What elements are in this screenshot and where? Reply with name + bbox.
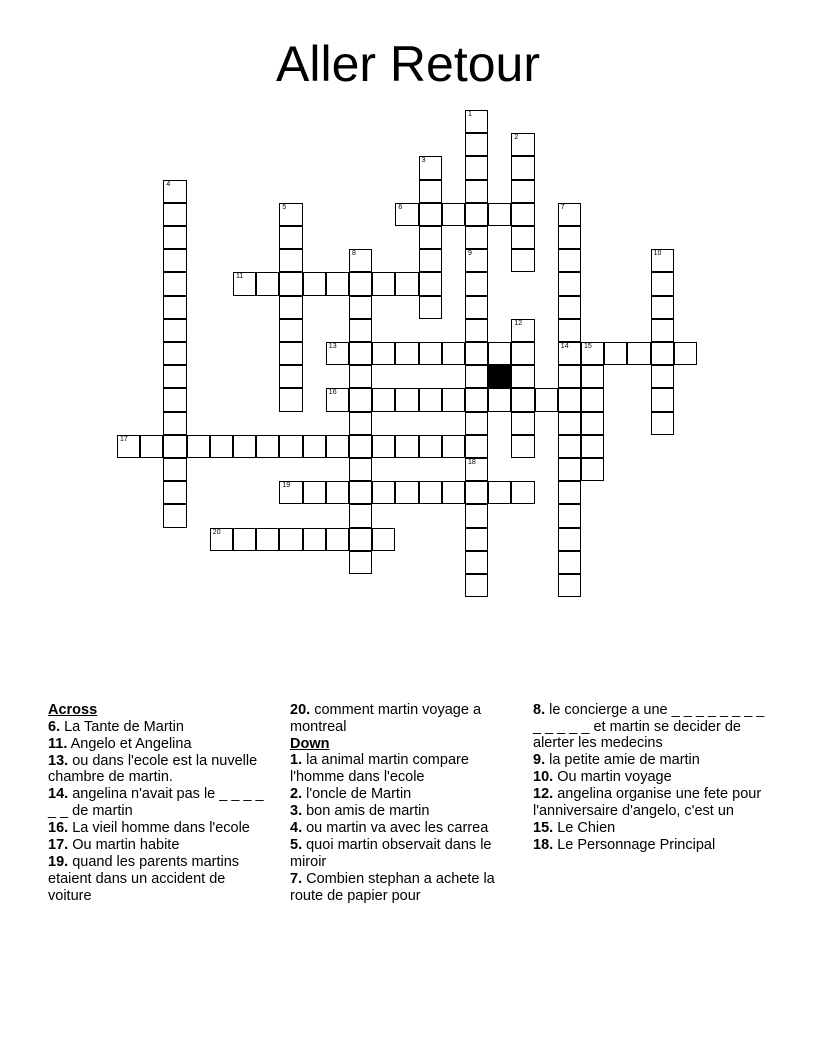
down-heading: Down: [290, 735, 330, 752]
grid-cell[interactable]: [511, 226, 534, 249]
grid-cell[interactable]: [163, 412, 186, 435]
clue-number: 6.: [48, 718, 61, 735]
grid-cell[interactable]: [163, 481, 186, 504]
grid-cell[interactable]: [279, 481, 302, 504]
grid-cell[interactable]: [558, 249, 581, 272]
grid-cell[interactable]: [558, 388, 581, 411]
grid-cell[interactable]: [465, 249, 488, 272]
grid-cell[interactable]: [465, 528, 488, 551]
grid-cell[interactable]: [349, 249, 372, 272]
grid-cell[interactable]: [558, 203, 581, 226]
down-clue: [290, 837, 522, 870]
clue-text: angelina n'avait pas le _ _ _ _ _ _ de martin: [48, 786, 264, 820]
down-clue: [290, 786, 522, 803]
clue-text: ou martin va avec les carrea: [302, 820, 489, 837]
grid-cell[interactable]: [372, 481, 395, 504]
clue-text: l'oncle de Martin: [302, 785, 412, 802]
grid-cell[interactable]: [395, 342, 418, 365]
grid-cell[interactable]: [558, 296, 581, 319]
grid-cell[interactable]: [511, 342, 534, 365]
grid-cell[interactable]: [419, 180, 442, 203]
grid-cell[interactable]: [465, 365, 488, 388]
grid-cell[interactable]: [163, 504, 186, 527]
grid-cell[interactable]: [163, 342, 186, 365]
clue-text: quand les parents martins etaient dans un accident de voiture: [48, 854, 240, 904]
grid-cell[interactable]: [326, 481, 349, 504]
grid-cell[interactable]: [511, 388, 534, 411]
cell-number: 18: [468, 459, 476, 466]
across-clue: [48, 753, 268, 786]
grid-cell[interactable]: [326, 528, 349, 551]
clue-number: 2.: [290, 785, 303, 802]
clue-text: La Tante de Martin: [60, 718, 184, 735]
across-clue: [48, 719, 268, 736]
grid-cell[interactable]: [279, 272, 302, 295]
grid-cell[interactable]: [349, 458, 372, 481]
down-clue: [290, 820, 522, 837]
grid-cell[interactable]: [349, 481, 372, 504]
cell-number: 10: [653, 250, 662, 258]
grid-cell[interactable]: [163, 458, 186, 481]
down-clue: [533, 837, 773, 854]
cell-number: 4: [166, 180, 171, 188]
clue-number: 13.: [48, 752, 69, 769]
grid-cell[interactable]: [372, 388, 395, 411]
cell-number: 14: [560, 343, 569, 350]
grid-cell[interactable]: [163, 226, 186, 249]
grid-cell[interactable]: [442, 203, 465, 226]
grid-cell[interactable]: [279, 319, 302, 342]
clue-number: 5.: [290, 837, 303, 854]
grid-cell[interactable]: [349, 388, 372, 411]
cell-number: 17: [120, 435, 128, 443]
grid-cell[interactable]: [372, 435, 395, 458]
cell-number: 11: [236, 273, 244, 281]
grid-cell[interactable]: [465, 110, 488, 133]
clue-number: 20.: [290, 702, 311, 718]
grid-cell[interactable]: [117, 435, 140, 458]
down-clue: [533, 752, 773, 769]
grid-cell[interactable]: [465, 226, 488, 249]
grid-cell[interactable]: [511, 133, 534, 156]
grid-cell[interactable]: [651, 249, 674, 272]
clue-text: Combien stephan a achete la route de papier pour: [290, 870, 495, 904]
grid-cell[interactable]: [465, 458, 488, 481]
grid-cell[interactable]: [419, 388, 442, 411]
clue-number: 7.: [290, 870, 303, 887]
grid-cell[interactable]: [511, 435, 534, 458]
clue-number: 17.: [48, 837, 69, 854]
across-clue: [48, 854, 268, 904]
clues-column-1: [48, 702, 268, 905]
grid-cell[interactable]: [581, 365, 604, 388]
grid-cell[interactable]: [163, 388, 186, 411]
grid-cell[interactable]: [326, 342, 349, 365]
grid-cell[interactable]: [163, 435, 186, 458]
grid-cell[interactable]: [581, 388, 604, 411]
grid-cell[interactable]: [465, 481, 488, 504]
clue-number: 10.: [533, 769, 554, 786]
cell-number: 9: [468, 250, 472, 258]
clue-text: la animal martin compare l'homme dans l'ecole: [290, 752, 469, 785]
cell-number: 8: [352, 250, 356, 258]
clue-text: ou dans l'ecole est la nuvelle chambre de martin.: [48, 752, 258, 786]
puzzle-title: Aller Retour: [276, 36, 540, 92]
clue-text: quoi martin observait dans le miroir: [290, 837, 492, 870]
down-clue: [533, 702, 773, 752]
grid-cell[interactable]: [419, 156, 442, 179]
grid-cell[interactable]: [349, 365, 372, 388]
cell-number: 20: [212, 528, 221, 536]
grid-cell[interactable]: [558, 319, 581, 342]
cell-number: 1: [468, 111, 472, 118]
grid-cell[interactable]: [511, 319, 534, 342]
grid-cell[interactable]: [465, 412, 488, 435]
down-clue: [290, 752, 522, 785]
grid-cell[interactable]: [442, 342, 465, 365]
grid-cell[interactable]: [279, 528, 302, 551]
cell-number: 7: [560, 203, 565, 211]
grid-cell[interactable]: [326, 272, 349, 295]
clue-text: la petite amie de martin: [545, 752, 700, 769]
grid-cell[interactable]: [511, 156, 534, 179]
clue-number: 3.: [290, 803, 303, 820]
grid-cell[interactable]: [419, 249, 442, 272]
clue-number: 16.: [48, 820, 69, 837]
grid-cell[interactable]: [511, 412, 534, 435]
grid-cell[interactable]: [349, 528, 372, 551]
clue-text: Ou martin habite: [68, 837, 180, 854]
grid-cell[interactable]: [465, 180, 488, 203]
grid-cell[interactable]: [511, 365, 534, 388]
clue-number: 14.: [48, 786, 69, 803]
grid-cell[interactable]: [581, 435, 604, 458]
grid-cell[interactable]: [511, 203, 534, 226]
grid-cell[interactable]: [465, 272, 488, 295]
grid-cell[interactable]: [465, 319, 488, 342]
cell-number: 13: [328, 343, 337, 350]
clues-column-2: [290, 702, 522, 905]
clue-number: 4.: [290, 820, 303, 837]
grid-cell[interactable]: [558, 551, 581, 574]
grid-cell[interactable]: [558, 458, 581, 481]
clue-number: 8.: [533, 702, 546, 718]
clues-column-3: [533, 702, 773, 854]
grid-cell[interactable]: [558, 435, 581, 458]
grid-cell[interactable]: [163, 180, 186, 203]
grid-cell[interactable]: [372, 342, 395, 365]
grid-cell[interactable]: [210, 528, 233, 551]
grid-cell[interactable]: [210, 435, 233, 458]
grid-cell[interactable]: [535, 388, 558, 411]
grid-cell[interactable]: [488, 342, 511, 365]
grid-cell[interactable]: [558, 504, 581, 527]
cell-number: 12: [514, 319, 523, 327]
grid-cell[interactable]: [303, 481, 326, 504]
across-clue: [48, 820, 268, 837]
grid-cell[interactable]: [674, 342, 697, 365]
grid-cell[interactable]: [558, 365, 581, 388]
grid-cell[interactable]: [256, 272, 279, 295]
grid-cell[interactable]: [558, 574, 581, 597]
grid-cell[interactable]: [163, 249, 186, 272]
clue-text: angelina organise une fete pour l'anniversaire d'angelo, c'est un: [533, 786, 762, 820]
across-clue: [290, 702, 522, 735]
grid-cell[interactable]: [279, 342, 302, 365]
cell-number: 5: [282, 203, 287, 211]
cell-number: 15: [584, 343, 592, 350]
grid-cell[interactable]: [395, 203, 418, 226]
grid-cell[interactable]: [511, 180, 534, 203]
grid-cell[interactable]: [279, 203, 302, 226]
clue-text: le concierge a une _ _ _ _ _ _ _ _ _ _ _ _ _ et martin se decider de alerter les medecins: [533, 702, 765, 752]
grid-cell[interactable]: [326, 435, 349, 458]
grid-cell[interactable]: [488, 203, 511, 226]
clue-number: 19.: [48, 854, 69, 871]
grid-cell[interactable]: [651, 296, 674, 319]
clue-number: 18.: [533, 837, 554, 854]
grid-cell[interactable]: [465, 551, 488, 574]
grid-cell[interactable]: [419, 272, 442, 295]
cell-number: 3: [421, 157, 426, 165]
grid-cell[interactable]: [279, 435, 302, 458]
grid-cell[interactable]: [651, 365, 674, 388]
grid-cell[interactable]: [349, 319, 372, 342]
grid-cell[interactable]: [419, 481, 442, 504]
grid-cell[interactable]: [651, 412, 674, 435]
grid-cell[interactable]: [581, 458, 604, 481]
grid-cell[interactable]: [233, 272, 256, 295]
grid-cell[interactable]: [349, 272, 372, 295]
grid-cell[interactable]: [349, 296, 372, 319]
grid-cell[interactable]: [349, 412, 372, 435]
grid-cell[interactable]: [558, 226, 581, 249]
down-clue-list: [533, 702, 773, 854]
grid-cell[interactable]: [256, 528, 279, 551]
down-clue: [533, 820, 773, 837]
grid-cell[interactable]: [163, 296, 186, 319]
cell-number: 16: [328, 389, 337, 397]
grid-cell[interactable]: [349, 551, 372, 574]
grid-cell[interactable]: [163, 365, 186, 388]
clue-text: Le Chien: [553, 820, 616, 837]
down-clue: [290, 803, 522, 820]
grid-cell[interactable]: [442, 435, 465, 458]
grid-cell[interactable]: [558, 528, 581, 551]
down-clue: [290, 871, 522, 904]
grid-cell[interactable]: [372, 528, 395, 551]
grid-cell[interactable]: [349, 435, 372, 458]
clue-text: Le Personnage Principal: [553, 837, 716, 854]
grid-cell[interactable]: [558, 342, 581, 365]
grid-cell[interactable]: [558, 272, 581, 295]
grid-cell[interactable]: [349, 342, 372, 365]
grid-cell[interactable]: [187, 435, 210, 458]
grid-cell[interactable]: [465, 504, 488, 527]
grid-cell[interactable]: [488, 388, 511, 411]
grid-cell[interactable]: [442, 481, 465, 504]
cell-number: 19: [282, 482, 291, 490]
grid-cell[interactable]: [303, 435, 326, 458]
grid-cell[interactable]: [395, 481, 418, 504]
across-clue-list: [48, 719, 268, 905]
grid-cell[interactable]: [627, 342, 650, 365]
clue-number: 12.: [533, 786, 554, 803]
down-clue: [533, 769, 773, 786]
grid-cell[interactable]: [651, 388, 674, 411]
grid-cell[interactable]: [303, 272, 326, 295]
grid-cell[interactable]: [558, 481, 581, 504]
grid-cell[interactable]: [465, 156, 488, 179]
grid-cell[interactable]: [419, 203, 442, 226]
grid-cell[interactable]: [465, 342, 488, 365]
grid-cell[interactable]: [349, 504, 372, 527]
grid-cell[interactable]: [465, 388, 488, 411]
grid-cell[interactable]: [604, 342, 627, 365]
grid-cell[interactable]: [279, 365, 302, 388]
grid-cell[interactable]: [511, 481, 534, 504]
across-clue: [48, 736, 268, 753]
down-clue: [533, 786, 773, 819]
down-clue-list: [290, 752, 522, 904]
grid-cell[interactable]: [581, 342, 604, 365]
grid-cell[interactable]: [303, 528, 326, 551]
across-clue-list: [290, 702, 522, 735]
grid-cell[interactable]: [465, 435, 488, 458]
grid-cell[interactable]: [558, 412, 581, 435]
clue-text: Ou martin voyage: [553, 769, 672, 786]
clue-number: 11.: [48, 735, 68, 752]
grid-cell[interactable]: [395, 388, 418, 411]
grid-cell[interactable]: [419, 226, 442, 249]
grid-cell[interactable]: [651, 319, 674, 342]
grid-cell[interactable]: [442, 388, 465, 411]
grid-cell[interactable]: [140, 435, 163, 458]
grid-cell[interactable]: [372, 272, 395, 295]
grid-cell[interactable]: [465, 296, 488, 319]
grid-cell[interactable]: [279, 249, 302, 272]
grid-cell[interactable]: [581, 412, 604, 435]
grid-cell[interactable]: [395, 435, 418, 458]
grid-cell[interactable]: [163, 319, 186, 342]
clue-text: comment martin voyage a montreal: [290, 702, 482, 735]
grid-cell[interactable]: [163, 272, 186, 295]
across-clue: [48, 786, 268, 819]
clue-number: 15.: [533, 820, 554, 837]
grid-cell[interactable]: [651, 342, 674, 365]
grid-cell[interactable]: [511, 249, 534, 272]
grid-cell[interactable]: [256, 435, 279, 458]
grid-cell[interactable]: [419, 435, 442, 458]
clue-text: La vieil homme dans l'ecole: [68, 820, 250, 837]
blocked-cell: [488, 365, 511, 388]
grid-cell[interactable]: [465, 203, 488, 226]
cell-number: 6: [398, 203, 403, 211]
grid-cell[interactable]: [651, 272, 674, 295]
grid-cell[interactable]: [163, 203, 186, 226]
clue-text: bon amis de martin: [302, 803, 430, 820]
clue-number: 9.: [533, 752, 546, 769]
grid-cell[interactable]: [279, 226, 302, 249]
grid-cell[interactable]: [465, 574, 488, 597]
grid-cell[interactable]: [419, 296, 442, 319]
clue-number: 1.: [290, 752, 303, 769]
grid-cell[interactable]: [419, 342, 442, 365]
clue-text: Angelo et Angelina: [67, 735, 192, 752]
grid-cell[interactable]: [488, 481, 511, 504]
grid-cell[interactable]: [465, 133, 488, 156]
grid-cell[interactable]: [279, 388, 302, 411]
grid-cell[interactable]: [326, 388, 349, 411]
across-clue: [48, 837, 268, 854]
cell-number: 2: [514, 134, 519, 142]
across-heading: Across: [48, 702, 98, 718]
grid-cell[interactable]: [233, 528, 256, 551]
grid-cell[interactable]: [395, 272, 418, 295]
grid-cell[interactable]: [279, 296, 302, 319]
grid-cell[interactable]: [233, 435, 256, 458]
